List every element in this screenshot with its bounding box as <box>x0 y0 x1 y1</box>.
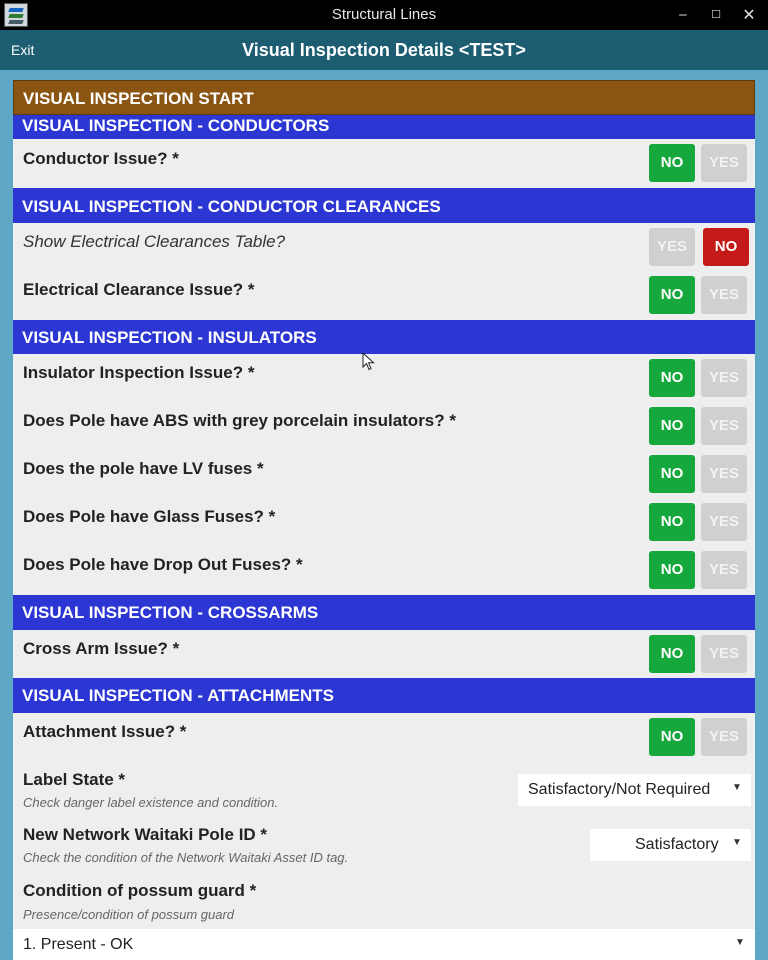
inspection-form[interactable] <box>13 80 755 960</box>
cross-arm-issue-no-button[interactable]: NO <box>649 635 695 673</box>
dropout-fuses-no-button[interactable]: NO <box>649 551 695 589</box>
question-dropout-fuses: Does Pole have Drop Out Fuses? * <box>23 555 303 574</box>
section-header-crossarms: VISUAL INSPECTION - CROSSARMS <box>13 595 755 630</box>
window-title-bar <box>0 0 768 30</box>
app-header <box>0 30 768 70</box>
close-icon[interactable]: ✕ <box>742 5 756 24</box>
clearance-issue-yes-button[interactable]: YES <box>701 276 747 314</box>
question-show-clearances: Show Electrical Clearances Table? <box>23 232 286 251</box>
insulator-issue-yes-button[interactable]: YES <box>701 359 747 397</box>
abs-porcelain-no-button[interactable]: NO <box>649 407 695 445</box>
section-header-start: VISUAL INSPECTION START <box>13 80 755 115</box>
exit-button[interactable]: Exit <box>11 42 35 58</box>
show-clearances-yes-button[interactable]: YES <box>649 228 695 266</box>
minimize-icon[interactable]: ‒ <box>678 7 688 23</box>
hint-label-state: Check danger label existence and condition. <box>23 795 279 810</box>
section-header-attachments: VISUAL INSPECTION - ATTACHMENTS <box>13 678 755 713</box>
chevron-down-icon: ▼ <box>732 837 742 848</box>
section-header-clearances: VISUAL INSPECTION - CONDUCTOR CLEARANCES <box>13 188 755 223</box>
label-state-value: Satisfactory/Not Required <box>528 781 711 798</box>
question-label-state: Label State * <box>23 770 126 789</box>
show-clearances-no-button[interactable]: NO <box>703 228 749 266</box>
section-header-conductors: VISUAL INSPECTION - CONDUCTORS <box>13 115 755 139</box>
conductor-issue-yes-button[interactable]: YES <box>701 144 747 182</box>
insulator-issue-no-button[interactable]: NO <box>649 359 695 397</box>
pole-id-dropdown[interactable] <box>590 829 751 861</box>
question-glass-fuses: Does Pole have Glass Fuses? * <box>23 507 276 526</box>
question-abs-porcelain: Does Pole have ABS with grey porcelain insulators? * <box>23 411 456 430</box>
lv-fuses-no-button[interactable]: NO <box>649 455 695 493</box>
cross-arm-issue-yes-button[interactable]: YES <box>701 635 747 673</box>
label-state-dropdown[interactable] <box>518 774 751 806</box>
glass-fuses-yes-button[interactable]: YES <box>701 503 747 541</box>
chevron-down-icon: ▼ <box>732 782 742 793</box>
glass-fuses-no-button[interactable]: NO <box>649 503 695 541</box>
dropout-fuses-yes-button[interactable]: YES <box>701 551 747 589</box>
question-possum-guard: Condition of possum guard * <box>23 881 257 900</box>
conductor-issue-no-button[interactable]: NO <box>649 144 695 182</box>
attachment-issue-yes-button[interactable]: YES <box>701 718 747 756</box>
attachment-issue-no-button[interactable]: NO <box>649 718 695 756</box>
clearance-issue-no-button[interactable]: NO <box>649 276 695 314</box>
chevron-down-icon: ▼ <box>735 937 745 948</box>
possum-guard-dropdown[interactable] <box>13 929 755 960</box>
page-title: Visual Inspection Details <TEST> <box>242 40 526 60</box>
hint-possum-guard: Presence/condition of possum guard <box>23 907 235 922</box>
maximize-icon[interactable]: ☐ <box>711 8 721 21</box>
question-clearance-issue: Electrical Clearance Issue? * <box>23 280 255 299</box>
question-cross-arm-issue: Cross Arm Issue? * <box>23 639 180 658</box>
pole-id-value: Satisfactory <box>635 836 719 853</box>
hint-pole-id: Check the condition of the Network Waitaki Asset ID tag. <box>23 850 349 865</box>
abs-porcelain-yes-button[interactable]: YES <box>701 407 747 445</box>
lv-fuses-yes-button[interactable]: YES <box>701 455 747 493</box>
section-header-insulators: VISUAL INSPECTION - INSULATORS <box>13 320 755 354</box>
question-attachment-issue: Attachment Issue? * <box>23 722 187 741</box>
question-conductor-issue: Conductor Issue? * <box>23 149 179 168</box>
possum-guard-value: 1. Present - OK <box>23 936 134 953</box>
mouse-pointer-icon <box>362 352 376 372</box>
question-pole-id: New Network Waitaki Pole ID * <box>23 825 268 844</box>
question-lv-fuses: Does the pole have LV fuses * <box>23 459 264 478</box>
question-insulator-issue: Insulator Inspection Issue? * <box>23 363 255 382</box>
window-title: Structural Lines <box>331 6 437 23</box>
